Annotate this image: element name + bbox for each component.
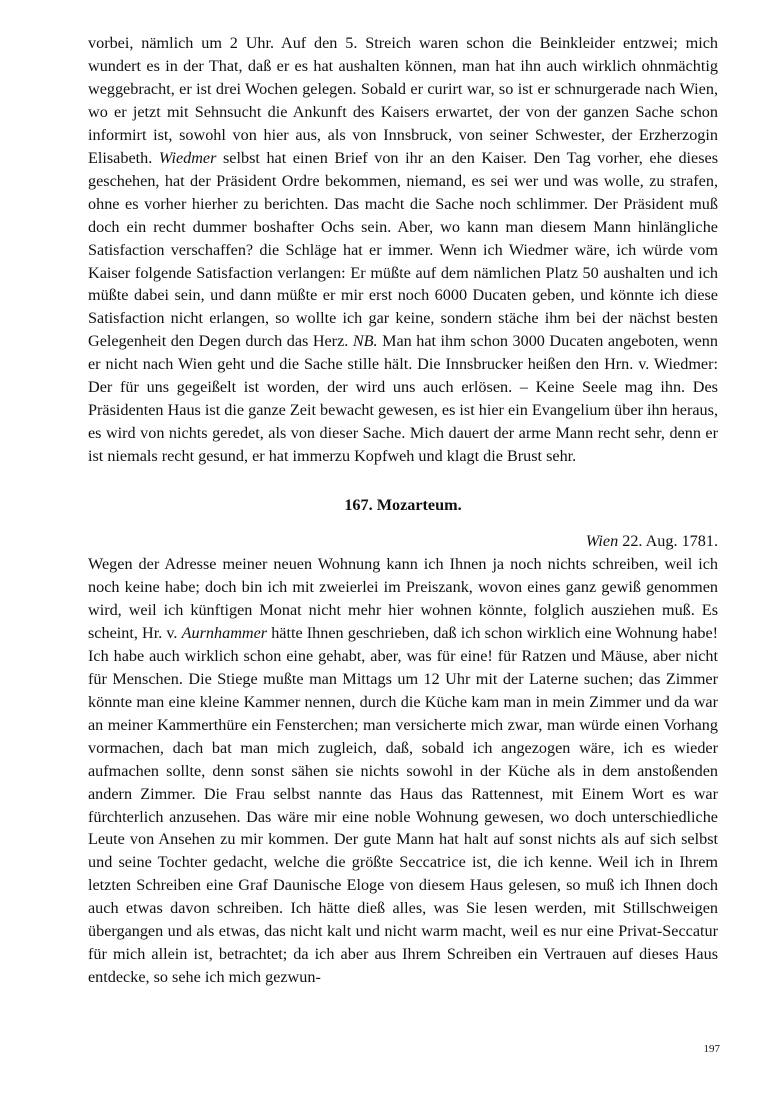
text-run: hätte Ihnen geschrieben, daß ich schon wirklich eine Wohnung habe! Ich habe auch wirklich schon eine gehabt, aber, was für eine! für Ratzen und Mäuse, aber nicht für Menschen. Die Stiege mußte man Mittags um 12 Uhr mit der Laterne suchen; das Zimmer könnte man eine kleine Kammer nennen, durch die Küche kam man in mein Zimmer und da war an meiner Kammerthüre ein Fensterchen; man versicherte mich zwar, man würde einen Vorhang vormachen, dach bat man mich zugleich, daß, sobald ich angezogen wäre, ich es wieder aufmachen sollte, denn sonst sähen sie nichts sowohl in der Küche als in dem anstoßenden andern Zimmer. Die Frau selbst nannte das Haus das Rattennest, mit Einem Wort es war fürchterlich anzusehen. Das wäre mir eine noble Wohnung gewesen, wo doch unterschiedliche Leute von Ansehen zu mir kommen. Der gute Mann hat halt auf sonst nichts als auf sich selbst und seine Tochter gedacht, welche die größte Seccatrice ist, die ich kenne. Weil ich in Ihrem letzten Schreiben eine Graf Daunische Eloge von diesem Haus gelesen, so muß ich Ihnen doch auch etwas davon schreiben. Ich hätte dieß alles, was Sie lesen werden, mit Stillschweigen übergangen und als etwas, das nicht kalt und nicht warm macht, weil es nur eine Privat-Seccatur für mich allein ist, betrachtet; da ich aber aus Ihrem Schreiben ein Vertrauen auf dieses Haus entdecke, so sehe ich mich gezwun- [88,623,719,987]
letter-date: 22. Aug. 1781. [622,532,718,551]
text-run: Wegen der Adresse meiner neuen Wohnung kann ich Ihnen ja noch nichts schreiben, weil ich noch keine habe; doch bin ich mit zweierlei im Preiszank, wovon eines ganz gewiß genommen wird, weil ich künftigen Monat nicht mehr hier wohnen könnte, folglich ausziehen muß. Es scheint, Hr. v. [88,555,718,642]
name-wiedmer: Wiedmer [158,148,217,167]
letter-body [88,553,718,989]
text-run: vorbei, nämlich um 2 Uhr. Auf den 5. Streich waren schon die Beinkleider entzwei; mich wundert es in der That, daß er es hat aushalten können, man hat ihn auch wirklich ohnmächtig weggebracht, er ist drei Wochen gelegen. Sobald er curirt war, so ist er schnurgerade nach Wien, wo er jetzt mit Sehnsucht die Ankunft des Kaisers erwartet, der von der ganzen Sache schon informirt ist, sowohl von hier aus, als von Innsbruck, von seiner Schwester, der Erzherzogin Elisabeth. [88,34,718,167]
name-aurnhammer: Aurnhammer [181,623,268,642]
letter-place: Wien [585,532,619,551]
paragraph-continuation [88,32,718,468]
letter-dateline [88,530,718,553]
text-run: Man hat ihm schon 3000 Ducaten angeboten, wenn er nicht nach Wien geht und die Sache stille hält. Die Innsbrucker heißen den Hrn. v. Wiedmer: Der für uns gegeißelt ist worden, der wird uns auch erlösen. – Keine Seele mag ihn. Des Präsidenten Haus ist die ganze Zeit bewacht gewesen, es ist hier ein Evangelium über ihn heraus, es wird von nichts geredet, als von dieser Sache. Mich dauert der arme Mann recht sehr, denn er ist niemals recht gesund, er hat immerzu Kopfweh und klagt die Brust sehr. [88,332,718,466]
page-body [88,32,718,989]
page-number: 197 [703,1043,720,1055]
letter-heading: 167. Mozarteum. [344,496,462,515]
text-run: selbst hat einen Brief von ihr an den Kaiser. Den Tag vorher, ehe dieses geschehen, hat der Präsident Ordre bekommen, niemand, es sei wer und was wolle, zu strafen, ohne es vorher hierher zu berichten. Das macht die Sache noch schlimmer. Der Präsident muß doch ein recht dummer boshafter Ochs sein. Aber, wo kann man diesem Mann hinlängliche Satisfaction verschaffen? die Schläge hat er immer. Wenn ich Wiedmer wäre, ich würde vom Kaiser folgende Satisfaction verlangen: Er müßte auf dem nämlichen Platz 50 aushalten und ich müßte dabei sein, und dann müßte er mir erst noch 6000 Ducaten geben, und könnte ich diese Satisfaction nicht erlangen, so wollte ich gar keine, sondern stäche ihm bei der nächst besten Gelegenheit den Degen durch das Herz. [88,148,719,351]
abbreviation-nb: NB. [352,332,378,351]
